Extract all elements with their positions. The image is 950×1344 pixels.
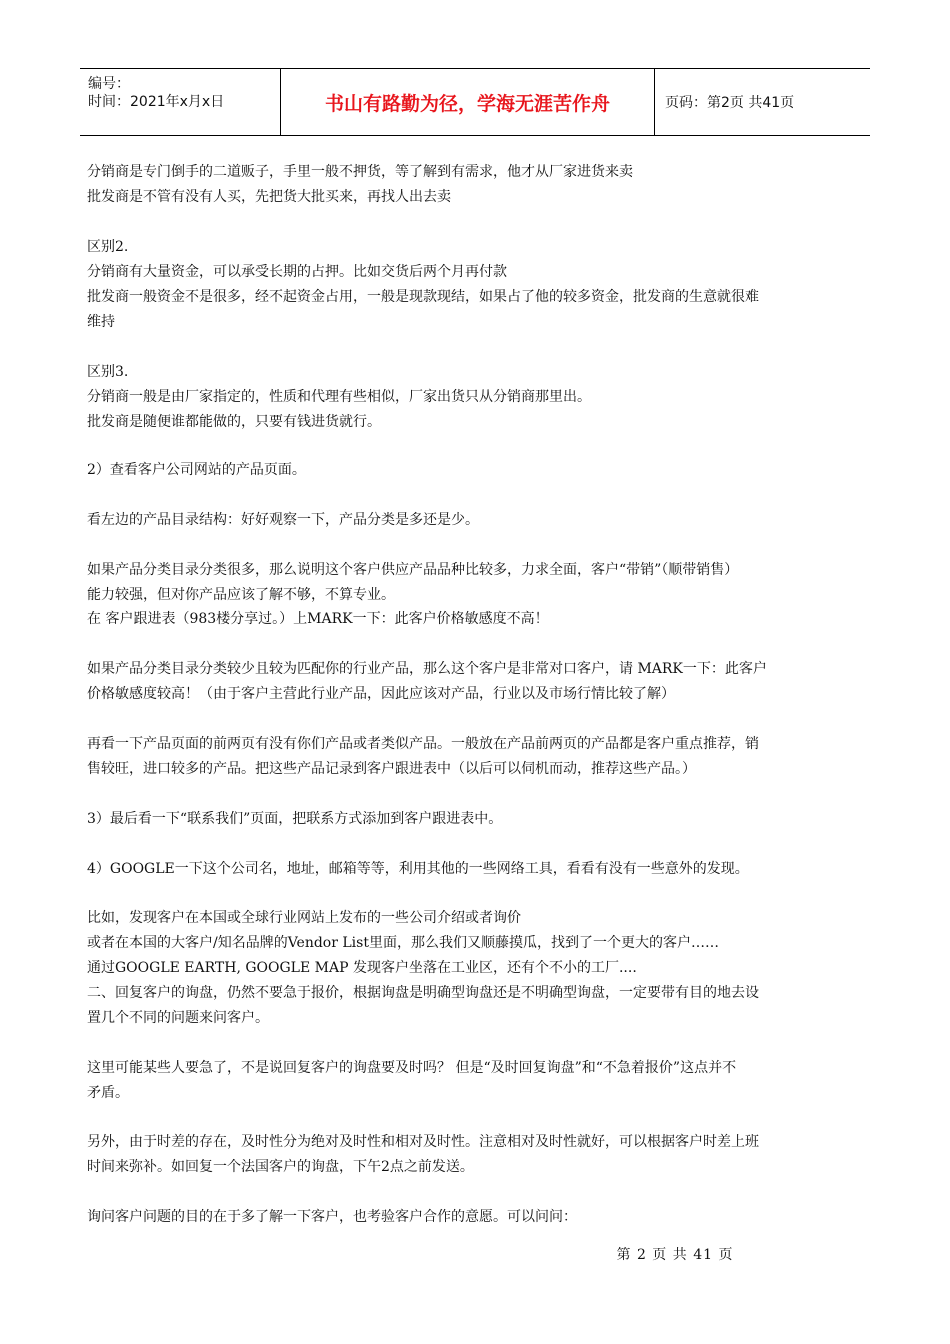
body-line: 如果产品分类目录分类较少且较为匹配你的行业产品，那么这个客户是非常对口客户，请 MARK一下：此客户 — [87, 661, 767, 677]
body-line: 询问客户问题的目的在于多了解一下客户，也考验客户合作的意愿。可以问问： — [87, 1209, 577, 1225]
body-line: 价格敏感度较高！（由于客户主营此行业产品，因此应该对产品，行业以及市场行情比较了解） — [87, 686, 675, 702]
body-line: 这里可能某些人要急了，不是说回复客户的询盘要及时吗？ 但是“及时回复询盘”和“不急着报价”这点并不 — [87, 1060, 737, 1076]
body-line: 比如，发现客户在本国或全球行业网站上发布的一些公司介绍或者询价 — [87, 910, 521, 926]
document-date-label: 时间：2021年x月x日 — [88, 94, 225, 110]
header-page-number: 页码：第2页 共41页 — [665, 95, 795, 111]
body-line: 区别2. — [87, 239, 129, 255]
body-line: 售较旺，进口较多的产品。把这些产品记录到客户跟进表中（以后可以伺机而动，推荐这些产品。） — [87, 761, 696, 777]
body-line: 批发商一般资金不是很多，经不起资金占用，一般是现款现结，如果占了他的较多资金，批发商的生意就很难 — [87, 289, 759, 305]
body-line: 4）GOOGLE一下这个公司名，地址，邮箱等等，利用其他的一些网络工具，看看有没有一些意外的发现。 — [87, 861, 749, 877]
footer-page-number: 第 2 页 共 41 页 — [616, 1247, 734, 1263]
body-line: 再看一下产品页面的前两页有没有你们产品或者类似产品。一般放在产品前两页的产品都是客户重点推荐，销 — [87, 736, 759, 752]
body-line: 时间来弥补。如回复一个法国客户的询盘，下午2点之前发送。 — [87, 1159, 474, 1175]
header-info-cell — [80, 69, 280, 135]
page-footer — [0, 1244, 950, 1264]
body-line: 2）查看客户公司网站的产品页面。 — [87, 462, 306, 478]
body-line: 在 客户跟进表（983楼分享过。）上MARK一下：此客户价格敏感度不高！ — [87, 611, 549, 627]
body-line: 批发商是随便谁都能做的，只要有钱进货就行。 — [87, 414, 381, 430]
body-line: 分销商一般是由厂家指定的，性质和代理有些相似，厂家出货只从分销商那里出。 — [87, 389, 591, 405]
body-line: 能力较强，但对你产品应该了解不够，不算专业。 — [87, 587, 395, 603]
body-line: 如果产品分类目录分类很多，那么说明这个客户供应产品品种比较多，力求全面，客户“带销”（顺带销售） — [87, 562, 739, 578]
body-line: 置几个不同的问题来问客户。 — [87, 1010, 269, 1026]
body-line: 分销商是专门倒手的二道贩子，手里一般不押货，等了解到有需求，他才从厂家进货来卖 — [87, 164, 633, 180]
body-line: 矛盾。 — [87, 1085, 129, 1101]
body-line: 分销商有大量资金，可以承受长期的占押。比如交货后两个月再付款 — [87, 264, 507, 280]
body-line: 通过GOOGLE EARTH, GOOGLE MAP 发现客户坐落在工业区，还有个不小的工厂.... — [87, 960, 637, 976]
body-line: 批发商是不管有没有人买，先把货大批买来，再找人出去卖 — [87, 189, 451, 205]
header-motto: 书山有路勤为径，学海无涯苦作舟 — [324, 92, 610, 115]
body-line: 二、回复客户的询盘，仍然不要急于报价，根据询盘是明确型询盘还是不明确型询盘，一定要带有目的地去设 — [87, 985, 759, 1001]
page-header — [80, 68, 870, 136]
body-line: 3）最后看一下“联系我们”页面，把联系方式添加到客户跟进表中。 — [87, 811, 503, 827]
body-line: 或者在本国的大客户/知名品牌的Vendor List里面，那么我们又顺藤摸瓜，找到了一个更大的客户…… — [87, 935, 719, 951]
header-motto-cell — [280, 69, 655, 135]
body-line: 维持 — [87, 314, 115, 330]
body-line: 看左边的产品目录结构：好好观察一下，产品分类是多还是少。 — [87, 512, 479, 528]
body-line: 区别3. — [87, 364, 129, 380]
body-line: 另外，由于时差的存在，及时性分为绝对及时性和相对及时性。注意相对及时性就好，可以根据客户时差上班 — [87, 1134, 759, 1150]
document-number-label: 编号： — [88, 76, 130, 92]
header-page-cell — [655, 69, 870, 135]
